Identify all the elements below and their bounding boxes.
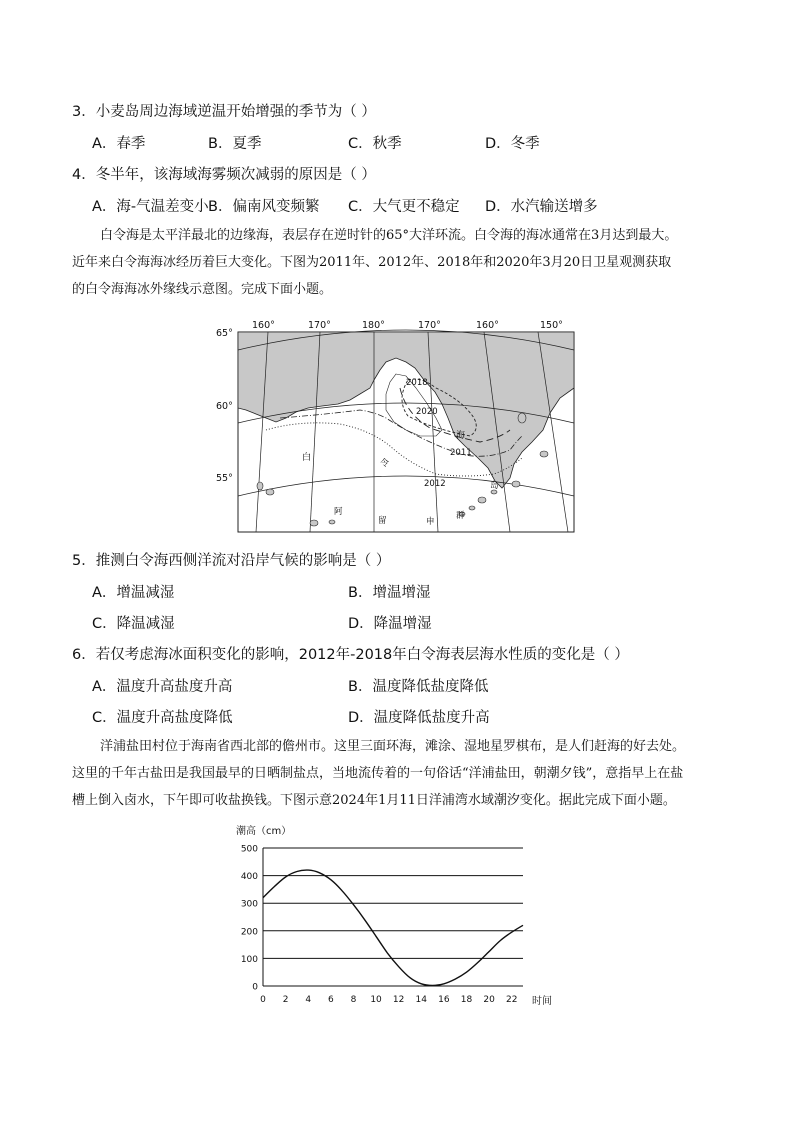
lat-label: 65° xyxy=(216,328,233,339)
x-tick-label: 10 xyxy=(370,995,382,1005)
lon-label: 150° xyxy=(540,320,563,331)
year-label-2018: 2018 xyxy=(406,378,428,388)
year-label-2012: 2012 xyxy=(424,479,446,489)
y-tick-label: 200 xyxy=(240,927,258,938)
longitude-labels xyxy=(252,320,563,331)
y-tick-label: 300 xyxy=(240,899,258,910)
islands-name-char: 阿 xyxy=(334,507,343,517)
y-tick-label: 400 xyxy=(240,872,258,883)
q6-option-b[interactable]: B．温度降低盐度降低 xyxy=(348,679,489,695)
y-tick-label: 500 xyxy=(240,844,258,855)
islands-name-char: 留 xyxy=(378,516,387,526)
x-tick-label: 22 xyxy=(505,995,518,1005)
lon-label: 160° xyxy=(252,320,275,331)
x-tick-label: 14 xyxy=(415,995,427,1005)
x-tick-label: 6 xyxy=(327,995,334,1005)
q4-option-d[interactable]: D．水汽输送增多 xyxy=(485,199,598,215)
q5-option-c[interactable]: C．降温减湿 xyxy=(92,616,175,632)
islands-name-char: 群 xyxy=(456,511,465,521)
q4-option-b[interactable]: B．偏南风变频繁 xyxy=(208,199,320,215)
q6-option-a[interactable]: A．温度升高盐度升高 xyxy=(92,679,233,695)
islands-name-char: 岛 xyxy=(490,481,499,491)
x-tick-label: 12 xyxy=(392,995,405,1005)
x-axis-label: 时间 xyxy=(532,996,552,1007)
latitude-labels xyxy=(216,328,233,484)
x-tick-label: 18 xyxy=(460,995,473,1005)
x-tick-label: 8 xyxy=(350,995,357,1005)
x-tick-label: 20 xyxy=(483,995,495,1005)
x-tick-label: 2 xyxy=(282,995,289,1005)
lon-label: 170° xyxy=(418,320,441,331)
question-5-stem: 5．推测白令海西侧洋流对沿岸气候的影响是（ ） xyxy=(72,553,391,569)
y-axis-label: 潮高（cm） xyxy=(236,826,292,837)
y-tick-label: 100 xyxy=(240,954,258,965)
q5-option-b[interactable]: B．增温增湿 xyxy=(348,585,431,601)
lon-label: 160° xyxy=(476,320,499,331)
q4-option-a[interactable]: A．海-气温差变小 xyxy=(92,199,209,215)
lon-label: 180° xyxy=(362,320,385,331)
q5-option-d[interactable]: D．降温增湿 xyxy=(348,616,432,632)
q4-option-c[interactable]: C．大气更不稳定 xyxy=(348,199,460,215)
x-tick-label: 16 xyxy=(438,995,450,1005)
lat-label: 60° xyxy=(216,401,233,412)
passage-line: 白令海是太平洋最北的边缘海，表层存在逆时针的65°大洋环流。白令海的海冰通常在3月达到最大。 xyxy=(100,228,678,243)
sea-name-char: 令 xyxy=(380,459,390,469)
year-label-2011: 2011 xyxy=(450,448,472,458)
passage-bering-sea xyxy=(72,222,732,303)
x-tick-label: 4 xyxy=(305,995,312,1005)
passage-line: 近年来白令海海冰经历着巨大变化。下图为2011年、2012年、2018年和2020年3月20日卫星观测获取 xyxy=(72,255,672,270)
question-4-stem: 4．冬半年，该海域海雾频次减弱的原因是（ ） xyxy=(72,167,376,183)
y-tick-labels xyxy=(241,845,258,993)
q3-option-d[interactable]: D．冬季 xyxy=(485,136,540,152)
sea-name-char: 白 xyxy=(302,453,312,463)
passage-line: 槽上倒入卤水，下午即可收盐换钱。下图示意2024年1月11日洋浦湾水域潮汐变化。据此完成下面小题。 xyxy=(72,793,676,808)
chart-grid xyxy=(263,848,523,986)
q3-option-a[interactable]: A．春季 xyxy=(92,136,146,152)
sea-name-char: 海 xyxy=(456,431,466,441)
passage-yangpu-salt-field xyxy=(72,733,732,814)
tide-chart xyxy=(230,820,570,1010)
q6-option-d[interactable]: D．温度降低盐度升高 xyxy=(348,710,490,726)
q3-option-b[interactable]: B．夏季 xyxy=(208,136,262,152)
question-3-stem: 3．小麦岛周边海域逆温开始增强的季节为（ ） xyxy=(72,104,376,120)
x-tick-labels xyxy=(260,995,517,1005)
bering-sea-ice-map xyxy=(210,318,580,538)
q6-option-c[interactable]: C．温度升高盐度降低 xyxy=(92,710,233,726)
q3-option-c[interactable]: C．秋季 xyxy=(348,136,402,152)
passage-line: 的白令海海冰外缘线示意图。完成下面小题。 xyxy=(72,282,333,297)
q5-option-a[interactable]: A．增温减湿 xyxy=(92,585,175,601)
y-tick-label: 0 xyxy=(252,982,258,993)
year-label-2020: 2020 xyxy=(416,407,438,417)
tide-curve xyxy=(263,870,523,985)
passage-line: 洋浦盐田村位于海南省西北部的儋州市。这里三面环海，滩涂、湿地星罗棋布，是人们赶海的好去处。 xyxy=(100,739,686,754)
passage-line: 这里的千年古盐田是我国最早的日晒制盐点，当地流传着的一句俗话“洋浦盐田，朝潮夕钱”，意指早上在盐 xyxy=(72,766,684,781)
lat-label: 55° xyxy=(216,473,233,484)
islands-name-char: 申 xyxy=(426,517,435,527)
x-tick-label: 0 xyxy=(260,995,266,1005)
question-6-stem: 6．若仅考虑海冰面积变化的影响，2012年-2018年白令海表层海水性质的变化是（ ） xyxy=(72,647,629,663)
lon-label: 170° xyxy=(308,320,331,331)
